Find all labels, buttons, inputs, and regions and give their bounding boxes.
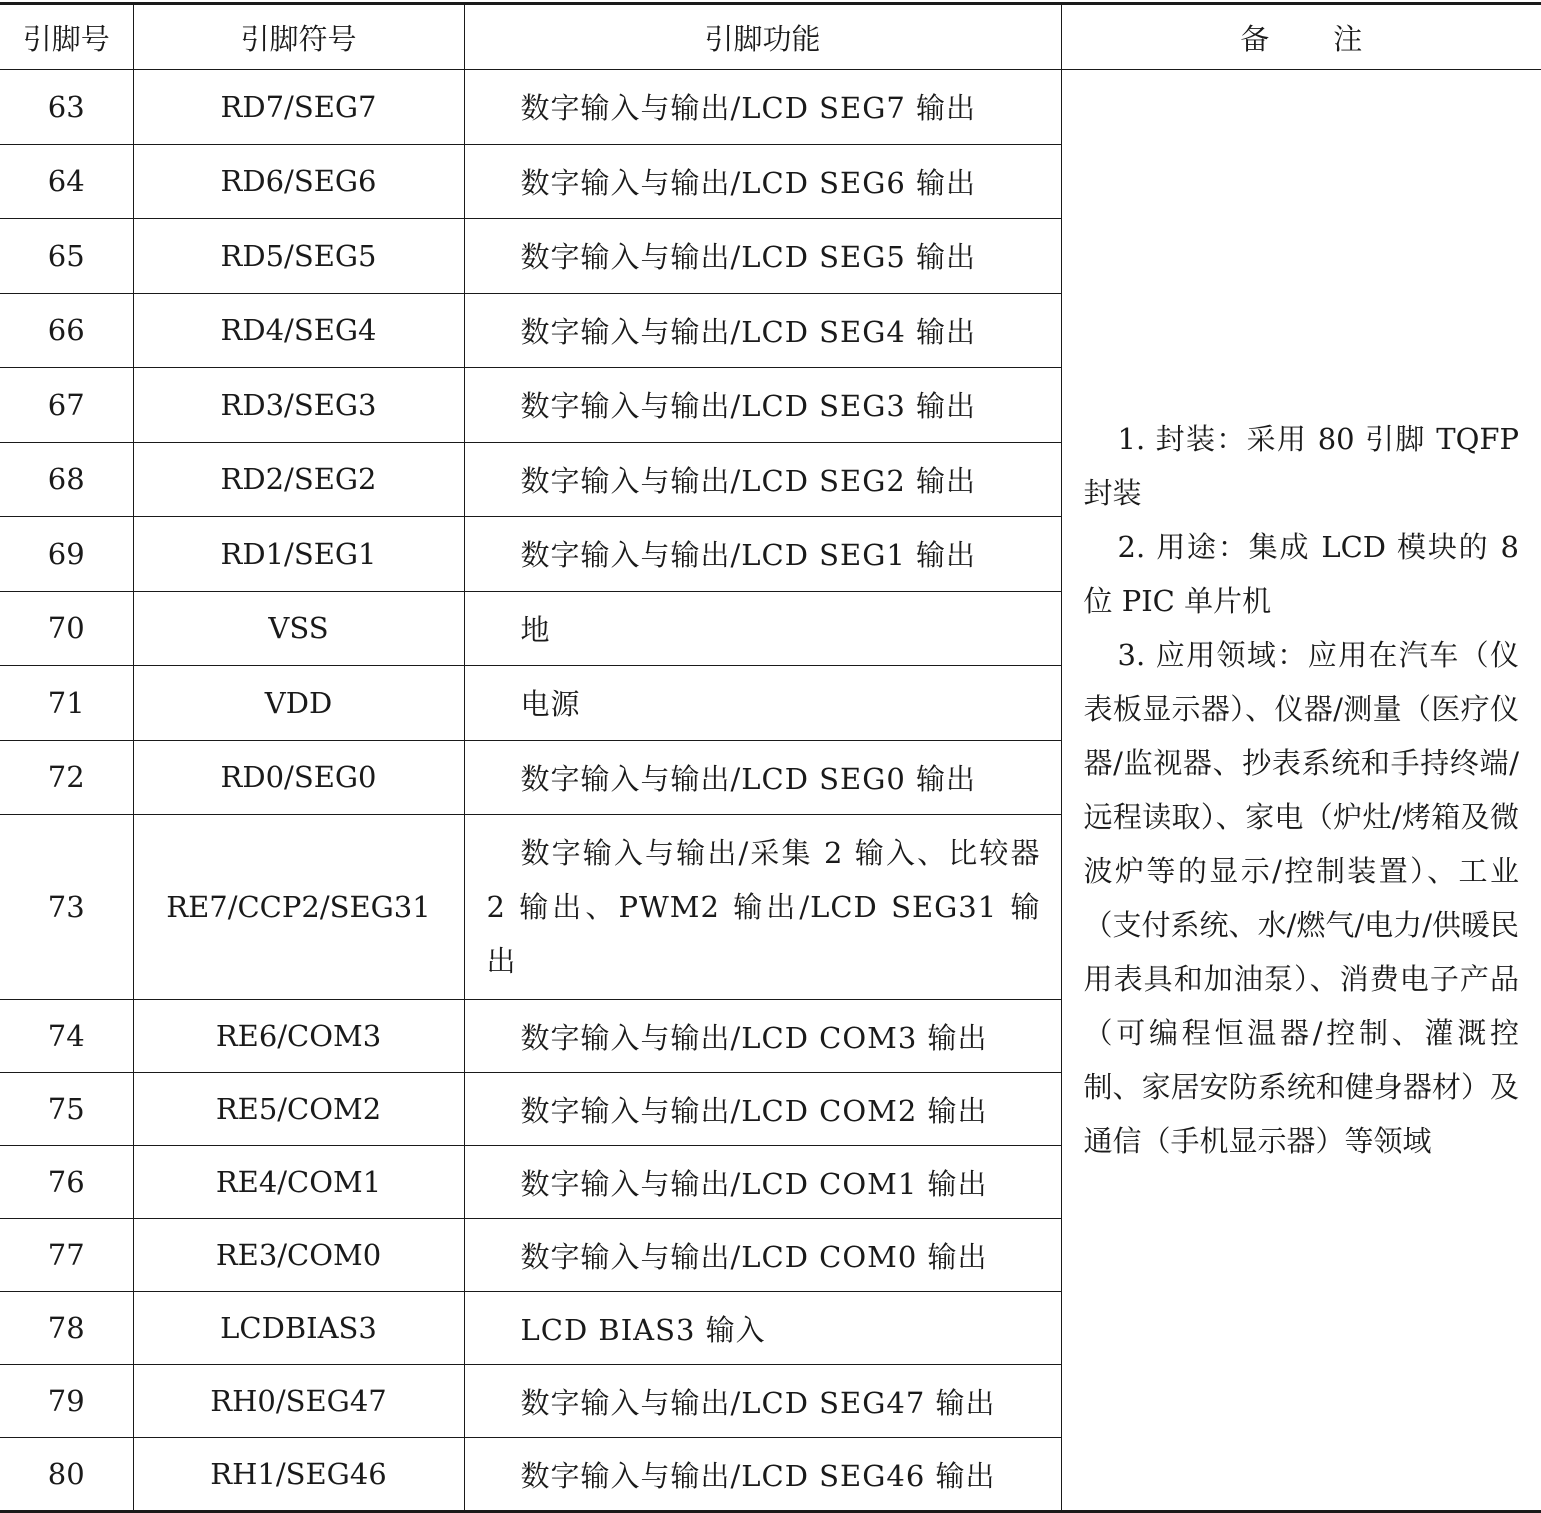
- pin-number-cell: 67: [0, 368, 133, 443]
- pin-symbol-cell: RD7/SEG7: [133, 70, 464, 145]
- pin-symbol-cell: RE4/COM1: [133, 1146, 464, 1219]
- pin-symbol-cell: RH1/SEG46: [133, 1438, 464, 1512]
- pin-function-cell: 数字输入与输出/LCD COM1 输出: [464, 1146, 1061, 1219]
- pin-function-cell: 数字输入与输出/LCD SEG7 输出: [464, 70, 1061, 145]
- header-pin-no: 引脚号: [0, 4, 133, 70]
- pin-number-cell: 79: [0, 1365, 133, 1438]
- pin-number-cell: 65: [0, 219, 133, 294]
- pin-function-cell: 电源: [464, 666, 1061, 741]
- pin-function-cell: 数字输入与输出/LCD SEG5 输出: [464, 219, 1061, 294]
- pin-symbol-cell: RD4/SEG4: [133, 293, 464, 368]
- pin-number-cell: 70: [0, 591, 133, 666]
- header-row: [0, 4, 1541, 70]
- pin-number-cell: 64: [0, 144, 133, 219]
- pin-function-cell: 数字输入与输出/LCD SEG4 输出: [464, 293, 1061, 368]
- pin-function-cell: 数字输入与输出/LCD SEG0 输出: [464, 740, 1061, 815]
- pin-number-cell: 75: [0, 1073, 133, 1146]
- pin-table: [0, 2, 1541, 1513]
- pin-function-cell: 数字输入与输出/LCD SEG46 输出: [464, 1438, 1061, 1512]
- pin-function-cell: 数字输入与输出/采集 2 输入、比较器 2 输出、PWM2 输出/LCD SEG31 输出: [464, 815, 1061, 1000]
- pin-symbol-cell: RD1/SEG1: [133, 517, 464, 592]
- pin-number-cell: 78: [0, 1292, 133, 1365]
- pin-function-cell: 数字输入与输出/LCD SEG1 输出: [464, 517, 1061, 592]
- pin-symbol-cell: RD0/SEG0: [133, 740, 464, 815]
- header-pin-symbol: 引脚符号: [133, 4, 464, 70]
- pin-number-cell: 71: [0, 666, 133, 741]
- pin-symbol-cell: VSS: [133, 591, 464, 666]
- pin-symbol-cell: RD2/SEG2: [133, 442, 464, 517]
- pin-symbol-cell: RD5/SEG5: [133, 219, 464, 294]
- pin-symbol-cell: RE6/COM3: [133, 1000, 464, 1073]
- pin-function-cell: LCD BIAS3 输入: [464, 1292, 1061, 1365]
- pin-function-cell: 数字输入与输出/LCD COM0 输出: [464, 1219, 1061, 1292]
- pin-number-cell: 77: [0, 1219, 133, 1292]
- pin-function-cell: 数字输入与输出/LCD COM3 输出: [464, 1000, 1061, 1073]
- pin-number-cell: 80: [0, 1438, 133, 1512]
- pin-symbol-cell: RD3/SEG3: [133, 368, 464, 443]
- remark-item: 2. 用途：集成 LCD 模块的 8 位 PIC 单片机: [1083, 530, 1519, 618]
- pin-function-cell: 数字输入与输出/LCD SEG47 输出: [464, 1365, 1061, 1438]
- pin-number-cell: 69: [0, 517, 133, 592]
- pin-number-cell: 74: [0, 1000, 133, 1073]
- pin-symbol-cell: VDD: [133, 666, 464, 741]
- pin-number-cell: 76: [0, 1146, 133, 1219]
- remarks-cell: [1061, 70, 1541, 1512]
- remark-item: 3. 应用领域：应用在汽车（仪表板显示器）、仪器/测量（医疗仪器/监视器、抄表系统和手持终端/远程读取）、家电（炉灶/烤箱及微波炉等的显示/控制装置）、工业（支付系统、水/燃气/电力/供暖民用表具和加油泵）、消费电子产品（可编程恒温器/控制、灌溉控制、家居安防系统和健身器材）及通信（手机显示器）等领域: [1083, 638, 1519, 1158]
- pin-symbol-cell: RE7/CCP2/SEG31: [133, 815, 464, 1000]
- pin-number-cell: 72: [0, 740, 133, 815]
- table-header: [0, 4, 1541, 70]
- pin-symbol-cell: LCDBIAS3: [133, 1292, 464, 1365]
- pin-number-cell: 63: [0, 70, 133, 145]
- table-row: [0, 70, 1541, 145]
- remark-item: 1. 封装：采用 80 引脚 TQFP 封装: [1083, 422, 1519, 510]
- pin-function-cell: 数字输入与输出/LCD SEG2 输出: [464, 442, 1061, 517]
- pin-function-cell: 数字输入与输出/LCD COM2 输出: [464, 1073, 1061, 1146]
- pin-number-cell: 68: [0, 442, 133, 517]
- pin-symbol-cell: RE3/COM0: [133, 1219, 464, 1292]
- pin-number-cell: 66: [0, 293, 133, 368]
- pin-function-cell: 数字输入与输出/LCD SEG6 输出: [464, 144, 1061, 219]
- header-pin-function: 引脚功能: [464, 4, 1061, 70]
- pin-number-cell: 73: [0, 815, 133, 1000]
- header-remarks: 备注: [1061, 4, 1541, 70]
- pin-symbol-cell: RD6/SEG6: [133, 144, 464, 219]
- pin-function-cell: 数字输入与输出/LCD SEG3 输出: [464, 368, 1061, 443]
- pin-symbol-cell: RH0/SEG47: [133, 1365, 464, 1438]
- table-body: [0, 70, 1541, 1512]
- pin-symbol-cell: RE5/COM2: [133, 1073, 464, 1146]
- pin-function-cell: 地: [464, 591, 1061, 666]
